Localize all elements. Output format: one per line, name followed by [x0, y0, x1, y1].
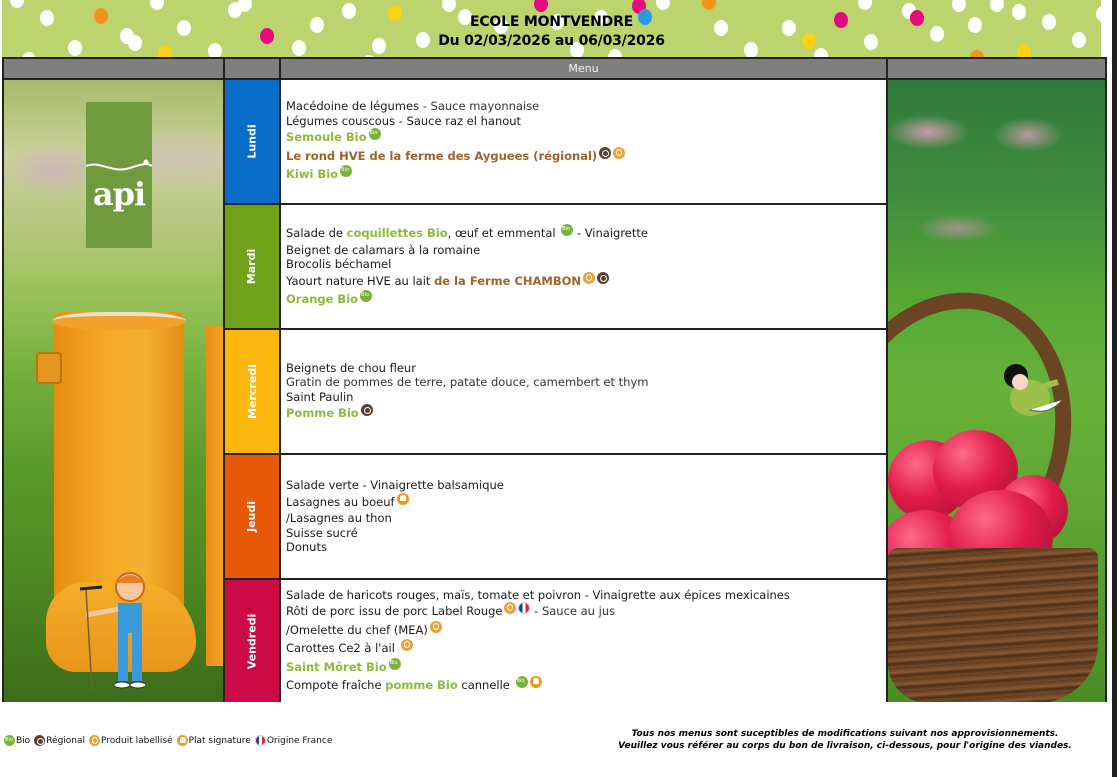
- bio-product-text: Kiwi Bio: [286, 167, 339, 182]
- regional-product-text: Le rond HVE de la ferme des Ayguees (régional): [286, 148, 598, 163]
- page-title: [2, 13, 1101, 51]
- menu-item: [286, 290, 886, 309]
- menu-item: [286, 114, 886, 129]
- menu-period: Du 02/03/2026 au 06/03/2026: [438, 33, 665, 49]
- menu-item: [286, 676, 886, 695]
- bio-product-text: Orange Bio: [286, 292, 359, 307]
- header-banner: [2, 0, 1101, 58]
- day-label-cell-lundi: [225, 80, 279, 203]
- decorative-image-apple-basket: [888, 80, 1105, 702]
- label-quality-icon: [430, 621, 442, 633]
- signature-dish-icon: [530, 676, 542, 688]
- dish-text: Yaourt nature HVE au lait: [286, 273, 435, 288]
- regional-icon: [361, 404, 373, 416]
- window-edge: [1112, 0, 1117, 777]
- menu-item: [286, 243, 886, 258]
- dish-text: Carottes Ce2 à l'ail: [286, 641, 399, 655]
- dish-text: Salade verte - Vinaigrette balsamique: [286, 478, 504, 493]
- footnote-line-1: Tous nos menus sont suceptibles de modifications suivant nos approvisionnements.: [631, 729, 1059, 739]
- polka-dot: [534, 0, 548, 12]
- polka-dot: [238, 0, 252, 12]
- label-quality-icon: [613, 147, 625, 159]
- bio-label-icon: [340, 165, 352, 177]
- dish-text: Donuts: [286, 540, 327, 555]
- header-cell-left: [4, 59, 223, 78]
- legend-label: Régional: [46, 735, 86, 746]
- dish-text: - Sauce mayonnaise: [419, 99, 540, 114]
- gardener-kid-illustration: [80, 565, 170, 695]
- bio-product-text: Semoule Bio: [286, 130, 367, 145]
- menu-item: [286, 588, 886, 603]
- dish-text: Brocolis béchamel: [286, 257, 392, 272]
- dish-text: Macédoine de légumes: [286, 99, 420, 114]
- table-header-row: [4, 59, 1105, 78]
- second-boot: [206, 326, 223, 666]
- footnote: [580, 728, 1110, 752]
- bio-product-text: Pomme Bio: [286, 406, 359, 420]
- menu-item: [286, 621, 886, 640]
- polka-dot: [656, 0, 670, 10]
- icon-legend: [4, 735, 336, 746]
- polka-dot: [952, 0, 966, 12]
- bio-label-icon: [360, 290, 372, 302]
- day-label-cell-vendredi: [225, 580, 279, 702]
- menu-cell-jeudi: [281, 455, 886, 578]
- menu-item: [286, 639, 886, 658]
- dish-text: /Lasagnes au thon: [286, 511, 392, 526]
- legend-item-signature: [177, 735, 251, 746]
- logo-text: api: [92, 175, 146, 213]
- school-name: ECOLE MONTVENDRE: [469, 14, 634, 30]
- menu-item: [286, 390, 886, 405]
- dish-text: , œuf et emmental: [447, 226, 560, 241]
- france-origin-icon: [255, 735, 266, 746]
- dish-text: Beignet de calamars à la romaine: [286, 242, 481, 257]
- menu-item: [286, 361, 886, 376]
- day-name: Jeudi: [245, 500, 259, 533]
- dish-text: - Sauce au jus: [530, 604, 616, 618]
- bio-product-text: coquillettes Bio: [346, 226, 448, 241]
- legend-label: Origine France: [266, 735, 333, 746]
- day-name: Lundi: [245, 124, 259, 159]
- polka-dot: [702, 0, 716, 10]
- regional-product-text: de la Ferme CHAMBON: [434, 273, 582, 288]
- menu-item: [286, 602, 886, 621]
- header-cell-menu: Menu: [281, 59, 886, 78]
- footnote-line-2: Veuillez vous référer au corps du bon de livraison, ci-dessous, pour l'origine des viandes.: [618, 741, 1072, 751]
- dish-text: Gratin de pommes de terre, patate douce, camembert et thym: [286, 375, 649, 389]
- menu-table: [2, 57, 1107, 702]
- bio-label-icon: [516, 676, 528, 688]
- bio-label-icon: [561, 224, 573, 236]
- dish-text: cannelle: [457, 678, 514, 692]
- menu-item: [286, 404, 886, 423]
- bio-label-icon: [369, 128, 381, 140]
- france-origin-icon: [518, 602, 530, 614]
- header-cell-right: [888, 59, 1105, 78]
- menu-item: [286, 478, 886, 493]
- signature-dish-icon: [177, 735, 188, 746]
- menu-item: [286, 526, 886, 541]
- dish-text: Rôti de porc issu de porc Label Rouge: [286, 604, 503, 618]
- dish-text: Suisse sucré: [286, 525, 358, 540]
- regional-icon: [597, 272, 609, 284]
- legend-item-regional: [34, 735, 85, 746]
- dish-text: Beignets de chou fleur: [286, 360, 416, 375]
- legend-label: Produit labellisé: [101, 735, 173, 746]
- dish-text: Lasagnes au boeuf: [286, 494, 395, 509]
- day-label-cell-jeudi: [225, 455, 279, 578]
- menu-item: [286, 128, 886, 147]
- legend-item-bio: [4, 735, 30, 746]
- bio-label-icon: [389, 658, 401, 670]
- day-name: Vendredi: [245, 613, 259, 669]
- dish-text: /Omelette du chef (MEA): [286, 622, 428, 637]
- bio-label-icon: [4, 735, 15, 746]
- menu-item: [286, 658, 886, 677]
- menu-item: [286, 375, 886, 390]
- dish-text: Salade de: [286, 226, 347, 241]
- day-label-cell-mardi: [225, 205, 279, 328]
- bio-product-text: pomme Bio: [385, 678, 458, 692]
- menu-item: [286, 493, 886, 512]
- regional-icon: [599, 147, 611, 159]
- day-label-cell-mercredi: [225, 330, 279, 453]
- polka-dot: [150, 0, 164, 10]
- legend-label: Plat signature: [188, 735, 251, 746]
- wicker-basket: [888, 548, 1098, 702]
- label-quality-icon: [401, 639, 413, 651]
- legend-item-france: [255, 735, 333, 746]
- label-quality-icon: [583, 272, 595, 284]
- menu-item: [286, 165, 886, 184]
- legend-label: Bio: [16, 735, 31, 746]
- polka-dot: [10, 0, 24, 8]
- dish-text: Compote fraîche: [286, 678, 386, 692]
- api-logo: [86, 102, 152, 248]
- menu-cell-mardi: [281, 205, 886, 328]
- dish-text: Saint Paulin: [286, 389, 354, 404]
- decorative-image-boots: [4, 80, 223, 702]
- bio-product-text: Saint Môret Bio: [286, 659, 387, 674]
- climbing-kid-illustration: [1000, 360, 1070, 426]
- menu-cell-lundi: [281, 80, 886, 203]
- menu-cell-mercredi: [281, 330, 886, 453]
- polka-dot: [858, 0, 872, 10]
- menu-item: [286, 224, 886, 243]
- label-quality-icon: [89, 735, 100, 746]
- menu-item: [286, 272, 886, 291]
- signature-dish-icon: [397, 493, 409, 505]
- day-name: Mercredi: [245, 364, 259, 419]
- menu-cell-vendredi: [281, 580, 886, 702]
- menu-item: [286, 540, 886, 555]
- menu-item: [286, 511, 886, 526]
- legend-item-labellise: [89, 735, 173, 746]
- polka-dot: [442, 0, 456, 12]
- regional-icon: [34, 735, 45, 746]
- dish-text: - Vinaigrette: [573, 226, 648, 241]
- menu-item: [286, 147, 886, 166]
- dish-text: Salade de haricots rouges, maïs, tomate et poivron - Vinaigrette aux épices mexicaines: [286, 587, 790, 602]
- label-quality-icon: [504, 602, 516, 614]
- dish-text: Légumes couscous - Sauce raz el hanout: [286, 113, 522, 128]
- menu-item: [286, 99, 886, 114]
- day-name: Mardi: [245, 248, 259, 285]
- polka-dot: [990, 0, 1004, 12]
- header-cell-day: [225, 59, 279, 78]
- menu-item: [286, 257, 886, 272]
